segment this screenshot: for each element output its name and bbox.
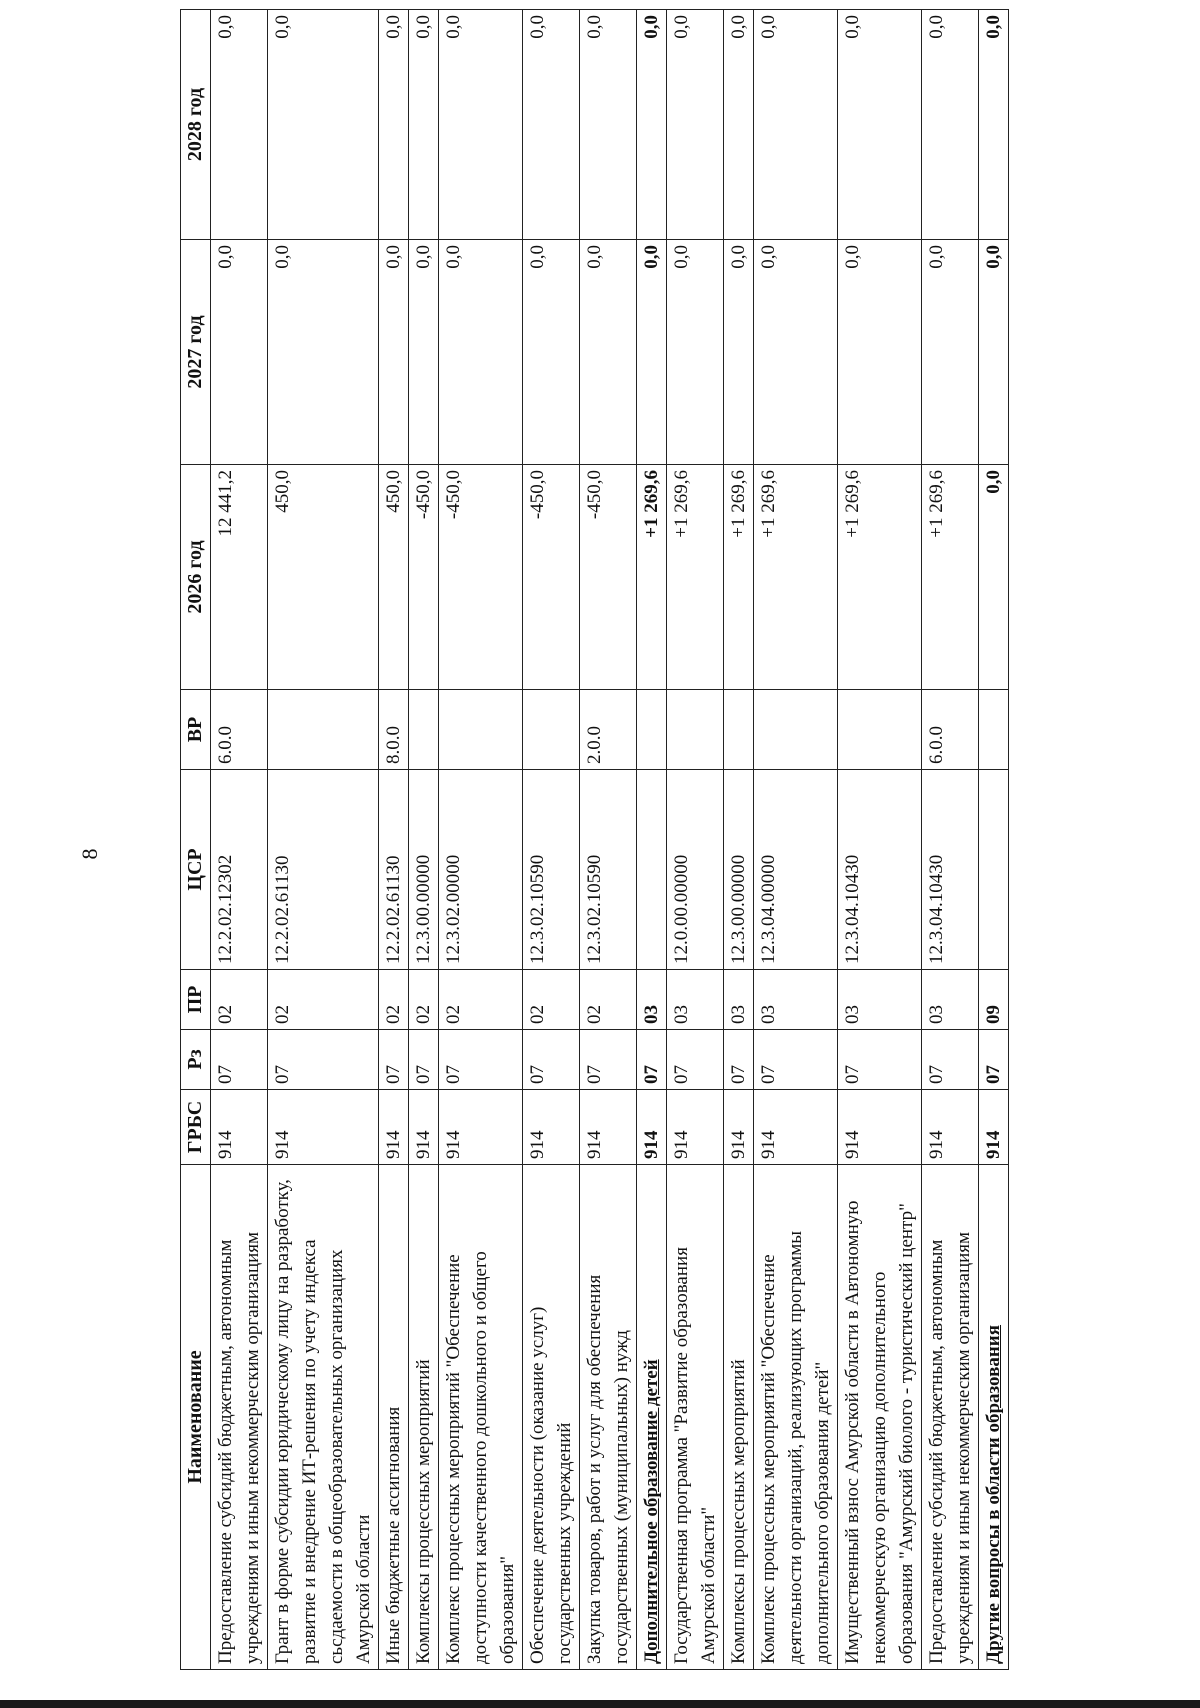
cell-2028: 0,0 — [637, 10, 667, 240]
cell-grbs: 914 — [379, 1090, 409, 1165]
header-2028: 2028 год — [181, 10, 211, 240]
cell-vr — [979, 690, 1009, 770]
cell-2027: 0,0 — [211, 240, 268, 465]
cell-csr — [637, 770, 667, 970]
cell-vr — [637, 690, 667, 770]
cell-2026: -450,0 — [580, 465, 637, 690]
cell-grbs: 914 — [439, 1090, 523, 1165]
table-row — [268, 10, 379, 1670]
cell-2027: 0,0 — [667, 240, 724, 465]
cell-name: Предоставление субсидий бюджетным, автономным учреждениям и иным некоммерческим организациям — [211, 1165, 268, 1670]
table-row — [211, 10, 268, 1670]
cell-pr: 02 — [379, 970, 409, 1030]
table-row — [838, 10, 922, 1670]
table-row — [637, 10, 667, 1670]
table-row — [922, 10, 979, 1670]
cell-2026: +1 269,6 — [667, 465, 724, 690]
table-row — [580, 10, 637, 1670]
cell-rz: 07 — [379, 1030, 409, 1090]
cell-2027: 0,0 — [754, 240, 838, 465]
cell-grbs: 914 — [637, 1090, 667, 1165]
cell-pr: 09 — [979, 970, 1009, 1030]
cell-csr: 12.2.02.12302 — [211, 770, 268, 970]
cell-grbs: 914 — [754, 1090, 838, 1165]
cell-2026: 450,0 — [268, 465, 379, 690]
cell-csr: 12.3.02.10590 — [580, 770, 637, 970]
header-pr: ПР — [181, 970, 211, 1030]
cell-csr: 12.3.04.10430 — [838, 770, 922, 970]
cell-pr: 02 — [523, 970, 580, 1030]
cell-vr — [724, 690, 754, 770]
cell-name: Имущественный взнос Амурской области в Автономную некоммерческую организацию дополнительного образования "Амурский биолого - туристический центр" — [838, 1165, 922, 1670]
cell-name: Иные бюджетные ассигнования — [379, 1165, 409, 1670]
cell-vr: 6.0.0 — [211, 690, 268, 770]
cell-2027: 0,0 — [637, 240, 667, 465]
cell-rz: 07 — [724, 1030, 754, 1090]
cell-pr: 02 — [409, 970, 439, 1030]
cell-2026: 0,0 — [979, 465, 1009, 690]
header-csr: ЦСР — [181, 770, 211, 970]
cell-csr: 12.3.02.00000 — [439, 770, 523, 970]
cell-2028: 0,0 — [838, 10, 922, 240]
header-rz: Рз — [181, 1030, 211, 1090]
cell-name: Грант в форме субсидии юридическому лицу на разработку, развитие и внедрение ИТ-решения по учету индекса сьсдаемости в общеобразовательных организациях Амурской области — [268, 1165, 379, 1670]
scan-edge-bar — [0, 1700, 1200, 1708]
cell-vr — [439, 690, 523, 770]
cell-csr: 12.3.00.00000 — [724, 770, 754, 970]
header-2026: 2026 год — [181, 465, 211, 690]
cell-2027: 0,0 — [409, 240, 439, 465]
table-row — [379, 10, 409, 1670]
table-row — [724, 10, 754, 1670]
cell-2026: +1 269,6 — [637, 465, 667, 690]
cell-rz: 07 — [580, 1030, 637, 1090]
cell-grbs: 914 — [922, 1090, 979, 1165]
page-number: 8 — [77, 848, 102, 860]
cell-2027: 0,0 — [439, 240, 523, 465]
cell-2026: +1 269,6 — [724, 465, 754, 690]
budget-table — [180, 9, 1009, 1670]
cell-name: Комплекс процессных мероприятий "Обеспечение доступности качественного дошкольного и общего образования" — [439, 1165, 523, 1670]
cell-2028: 0,0 — [523, 10, 580, 240]
cell-rz: 07 — [523, 1030, 580, 1090]
cell-2028: 0,0 — [409, 10, 439, 240]
cell-name: Закупка товаров, работ и услуг для обеспечения государственных (муниципальных) нужд — [580, 1165, 637, 1670]
cell-rz: 07 — [667, 1030, 724, 1090]
table-body — [211, 10, 1009, 1670]
cell-name: Обеспечение деятельности (оказание услуг) государственных учреждений — [523, 1165, 580, 1670]
cell-rz: 07 — [838, 1030, 922, 1090]
cell-2026: +1 269,6 — [754, 465, 838, 690]
cell-pr: 03 — [637, 970, 667, 1030]
cell-grbs: 914 — [838, 1090, 922, 1165]
cell-2026: -450,0 — [523, 465, 580, 690]
cell-2028: 0,0 — [379, 10, 409, 240]
cell-2027: 0,0 — [523, 240, 580, 465]
cell-name: Комплексы процессных мероприятий — [724, 1165, 754, 1670]
cell-pr: 02 — [268, 970, 379, 1030]
cell-2026: -450,0 — [439, 465, 523, 690]
cell-2027: 0,0 — [724, 240, 754, 465]
cell-vr: 8.0.0 — [379, 690, 409, 770]
cell-pr: 03 — [922, 970, 979, 1030]
cell-rz: 07 — [268, 1030, 379, 1090]
cell-csr: 12.2.02.61130 — [268, 770, 379, 970]
cell-2026: 12 441,2 — [211, 465, 268, 690]
cell-name: Комплекс процессных мероприятий "Обеспечение деятельности организаций, реализующих программы дополнительного образования детей" — [754, 1165, 838, 1670]
cell-csr — [979, 770, 1009, 970]
cell-2028: 0,0 — [439, 10, 523, 240]
cell-csr: 12.0.00.00000 — [667, 770, 724, 970]
cell-2027: 0,0 — [580, 240, 637, 465]
cell-2027: 0,0 — [379, 240, 409, 465]
cell-2028: 0,0 — [979, 10, 1009, 240]
cell-csr: 12.3.04.00000 — [754, 770, 838, 970]
table-header-row — [181, 10, 211, 1670]
cell-2028: 0,0 — [268, 10, 379, 240]
cell-grbs: 914 — [409, 1090, 439, 1165]
cell-pr: 02 — [211, 970, 268, 1030]
cell-csr: 12.2.02.61130 — [379, 770, 409, 970]
cell-2026: 450,0 — [379, 465, 409, 690]
cell-vr: 2.0.0 — [580, 690, 637, 770]
cell-name: Другие вопросы в области образования — [979, 1165, 1009, 1670]
cell-grbs: 914 — [724, 1090, 754, 1165]
cell-rz: 07 — [754, 1030, 838, 1090]
cell-csr: 12.3.04.10430 — [922, 770, 979, 970]
cell-2028: 0,0 — [724, 10, 754, 240]
cell-name: Предоставление субсидий бюджетным, автономным учреждениям и иным некоммерческим организациям — [922, 1165, 979, 1670]
cell-2027: 0,0 — [268, 240, 379, 465]
cell-pr: 02 — [439, 970, 523, 1030]
cell-grbs: 914 — [580, 1090, 637, 1165]
cell-2026: +1 269,6 — [838, 465, 922, 690]
cell-name: Комплексы процессных мероприятий — [409, 1165, 439, 1670]
cell-2028: 0,0 — [667, 10, 724, 240]
cell-grbs: 914 — [523, 1090, 580, 1165]
table-row — [667, 10, 724, 1670]
cell-2027: 0,0 — [922, 240, 979, 465]
cell-vr — [523, 690, 580, 770]
cell-pr: 03 — [838, 970, 922, 1030]
cell-grbs: 914 — [268, 1090, 379, 1165]
cell-vr — [667, 690, 724, 770]
cell-pr: 02 — [580, 970, 637, 1030]
header-name: Наименование — [181, 1165, 211, 1670]
cell-vr — [754, 690, 838, 770]
cell-pr: 03 — [667, 970, 724, 1030]
cell-2028: 0,0 — [211, 10, 268, 240]
cell-vr — [268, 690, 379, 770]
table-row — [523, 10, 580, 1670]
cell-grbs: 914 — [667, 1090, 724, 1165]
cell-vr: 6.0.0 — [922, 690, 979, 770]
table-row — [754, 10, 838, 1670]
cell-csr: 12.3.00.00000 — [409, 770, 439, 970]
header-grbs: ГРБС — [181, 1090, 211, 1165]
cell-name: Государственная программа "Развитие образования Амурской области" — [667, 1165, 724, 1670]
table-row — [409, 10, 439, 1670]
cell-vr — [409, 690, 439, 770]
cell-grbs: 914 — [979, 1090, 1009, 1165]
cell-rz: 07 — [637, 1030, 667, 1090]
cell-vr — [838, 690, 922, 770]
cell-pr: 03 — [754, 970, 838, 1030]
cell-2028: 0,0 — [922, 10, 979, 240]
cell-2028: 0,0 — [754, 10, 838, 240]
table-row — [979, 10, 1009, 1670]
cell-grbs: 914 — [211, 1090, 268, 1165]
cell-rz: 07 — [979, 1030, 1009, 1090]
cell-name: Дополнительное образование детей — [637, 1165, 667, 1670]
budget-table-container — [180, 10, 1010, 1670]
header-vr: ВР — [181, 690, 211, 770]
cell-2028: 0,0 — [580, 10, 637, 240]
table-row — [439, 10, 523, 1670]
cell-2027: 0,0 — [838, 240, 922, 465]
cell-rz: 07 — [439, 1030, 523, 1090]
cell-rz: 07 — [922, 1030, 979, 1090]
cell-csr: 12.3.02.10590 — [523, 770, 580, 970]
cell-pr: 03 — [724, 970, 754, 1030]
cell-2026: +1 269,6 — [922, 465, 979, 690]
cell-rz: 07 — [211, 1030, 268, 1090]
cell-2026: -450,0 — [409, 465, 439, 690]
header-2027: 2027 год — [181, 240, 211, 465]
cell-2027: 0,0 — [979, 240, 1009, 465]
cell-rz: 07 — [409, 1030, 439, 1090]
